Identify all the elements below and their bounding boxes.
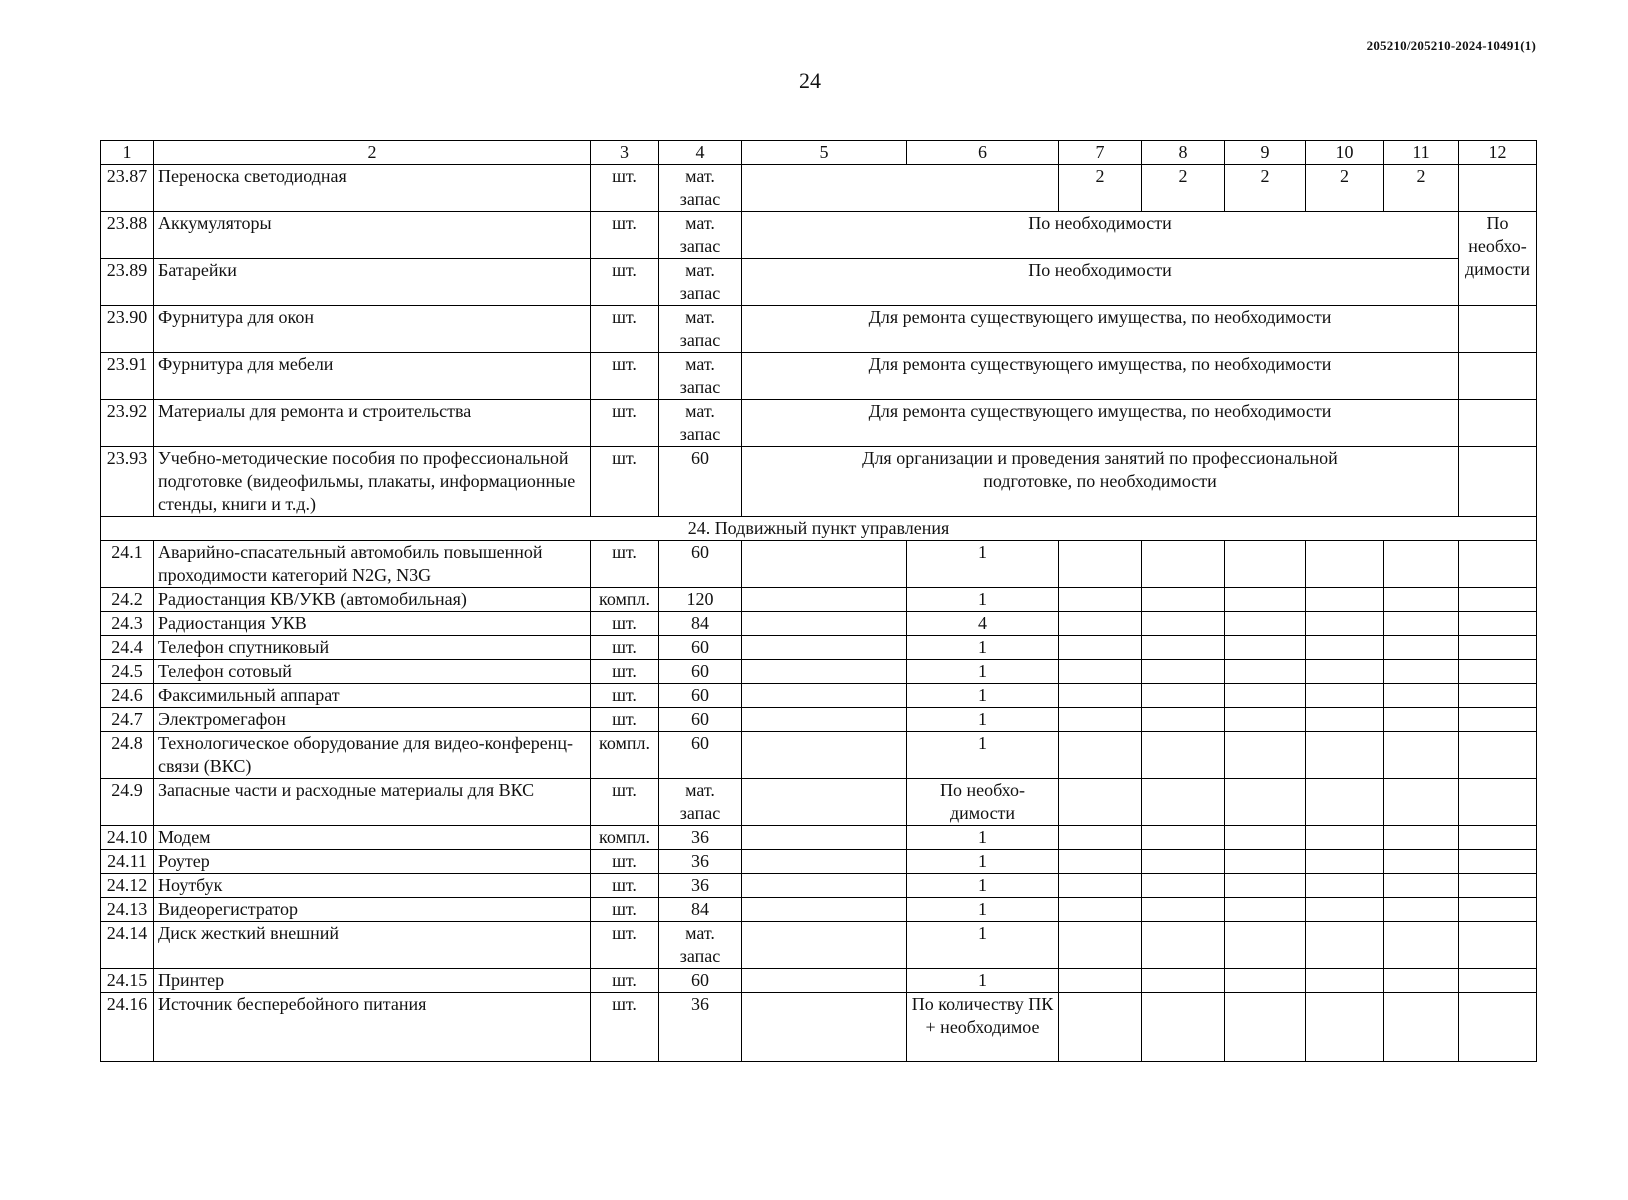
item-name: Переноска светодиодная [154, 165, 591, 212]
qty-col6: 1 [907, 636, 1059, 660]
table-row [101, 212, 1537, 259]
empty-cell [1059, 826, 1142, 850]
empty-cell [1059, 874, 1142, 898]
row-number: 24.8 [101, 732, 154, 779]
empty-cell [1459, 993, 1537, 1062]
empty-cell [1142, 541, 1225, 588]
qty-col6: 1 [907, 969, 1059, 993]
empty-cell [1225, 850, 1306, 874]
empty-cell [742, 636, 907, 660]
empty-cell [1142, 826, 1225, 850]
row-number: 24.1 [101, 541, 154, 588]
item-unit: компл. [591, 732, 659, 779]
empty-cell [1384, 969, 1459, 993]
item-unit: шт. [591, 212, 659, 259]
empty-cell [1059, 850, 1142, 874]
empty-cell [1142, 660, 1225, 684]
empty-cell [1384, 612, 1459, 636]
item-name: Принтер [154, 969, 591, 993]
empty-cell [742, 732, 907, 779]
empty-cell [1306, 541, 1384, 588]
item-term: 36 [659, 874, 742, 898]
empty-cell [1459, 684, 1537, 708]
table-row [101, 447, 1537, 517]
item-unit: шт. [591, 636, 659, 660]
item-name: Аккумуляторы [154, 212, 591, 259]
empty-cell [1384, 588, 1459, 612]
row-number: 24.16 [101, 993, 154, 1062]
empty-cell [1306, 708, 1384, 732]
empty-cell [1459, 636, 1537, 660]
table-row [101, 400, 1537, 447]
qty-col10: 2 [1306, 165, 1384, 212]
empty-cell [1059, 898, 1142, 922]
empty-cell [1142, 779, 1225, 826]
merged-note: Для ремонта существующего имущества, по необходимости [742, 306, 1459, 353]
row-number: 23.90 [101, 306, 154, 353]
empty-cell [1059, 660, 1142, 684]
empty-cell [1059, 612, 1142, 636]
empty-cell [1459, 708, 1537, 732]
empty-cell [1306, 969, 1384, 993]
item-term: мат. запас [659, 165, 742, 212]
item-term: мат. запас [659, 353, 742, 400]
item-name: Запасные части и расходные материалы для ВКС [154, 779, 591, 826]
row-number: 24.14 [101, 922, 154, 969]
row-number: 24.12 [101, 874, 154, 898]
row-number: 24.4 [101, 636, 154, 660]
item-unit: шт. [591, 922, 659, 969]
table-row [101, 259, 1537, 306]
item-name: Технологическое оборудование для видео-конференц-связи (ВКС) [154, 732, 591, 779]
empty-cell [1306, 779, 1384, 826]
item-unit: шт. [591, 165, 659, 212]
col-number: 3 [591, 141, 659, 165]
item-unit: шт. [591, 400, 659, 447]
item-term: мат. запас [659, 400, 742, 447]
qty-col9: 2 [1225, 165, 1306, 212]
item-name: Фурнитура для окон [154, 306, 591, 353]
empty-cell [1459, 850, 1537, 874]
empty-cell [742, 898, 907, 922]
table-row [101, 732, 1537, 779]
item-unit: шт. [591, 898, 659, 922]
empty-cell [1142, 922, 1225, 969]
row-number: 24.11 [101, 850, 154, 874]
item-term: 60 [659, 732, 742, 779]
item-unit: шт. [591, 306, 659, 353]
item-unit: компл. [591, 588, 659, 612]
empty-cell [1142, 636, 1225, 660]
table-row [101, 993, 1537, 1062]
empty-cell [1384, 850, 1459, 874]
empty-cell [1459, 400, 1537, 447]
empty-cell [1059, 969, 1142, 993]
item-term: 60 [659, 684, 742, 708]
table-row [101, 874, 1537, 898]
item-name: Модем [154, 826, 591, 850]
empty-cell [742, 874, 907, 898]
row-number: 23.88 [101, 212, 154, 259]
item-unit: шт. [591, 874, 659, 898]
col-number: 10 [1306, 141, 1384, 165]
empty-cell [1225, 969, 1306, 993]
table-row [101, 826, 1537, 850]
item-term: 60 [659, 541, 742, 588]
row-number: 24.15 [101, 969, 154, 993]
qty-col6: 1 [907, 732, 1059, 779]
qty-col6: По необхо-димости [907, 779, 1059, 826]
merged-note: Для ремонта существующего имущества, по необходимости [742, 400, 1459, 447]
item-name: Фурнитура для мебели [154, 353, 591, 400]
empty-cell [1384, 732, 1459, 779]
empty-cell [742, 850, 907, 874]
qty-col6: 1 [907, 850, 1059, 874]
empty-cell [1225, 612, 1306, 636]
empty-cell [1384, 826, 1459, 850]
qty-col6: 1 [907, 588, 1059, 612]
item-unit: шт. [591, 353, 659, 400]
empty-cell [1059, 779, 1142, 826]
row-number: 24.10 [101, 826, 154, 850]
empty-cell [1306, 588, 1384, 612]
empty-cell [742, 588, 907, 612]
empty-cell [1459, 306, 1537, 353]
table-row [101, 306, 1537, 353]
empty-cell [1306, 636, 1384, 660]
qty-col6: 1 [907, 541, 1059, 588]
empty-cell [1225, 541, 1306, 588]
col-number: 8 [1142, 141, 1225, 165]
empty-cell [1384, 660, 1459, 684]
empty-cell [1459, 922, 1537, 969]
empty-cell [1225, 898, 1306, 922]
merged-note: По необходимости [742, 259, 1459, 306]
empty-cell [1306, 612, 1384, 636]
item-term: 84 [659, 898, 742, 922]
item-unit: шт. [591, 993, 659, 1062]
empty-cell [1059, 993, 1142, 1062]
table-row [101, 708, 1537, 732]
empty-cell [1225, 826, 1306, 850]
empty-cell [1225, 732, 1306, 779]
item-term: 36 [659, 826, 742, 850]
empty-cell [1225, 922, 1306, 969]
item-name: Источник бесперебойного питания [154, 993, 591, 1062]
table-row [101, 969, 1537, 993]
qty-col8: 2 [1142, 165, 1225, 212]
empty-cell [1225, 684, 1306, 708]
item-unit: шт. [591, 660, 659, 684]
empty-cell [1384, 922, 1459, 969]
item-unit: шт. [591, 612, 659, 636]
empty-cell [1142, 874, 1225, 898]
item-unit: шт. [591, 779, 659, 826]
empty-cell [1459, 826, 1537, 850]
item-term: мат. запас [659, 922, 742, 969]
table-row [101, 588, 1537, 612]
empty-cell [1142, 708, 1225, 732]
row-number: 24.2 [101, 588, 154, 612]
empty-cell [1059, 684, 1142, 708]
empty-cell [1059, 636, 1142, 660]
item-term: 36 [659, 993, 742, 1062]
empty-cell [742, 969, 907, 993]
table-row [101, 660, 1537, 684]
item-name: Материалы для ремонта и строительства [154, 400, 591, 447]
empty-cell [1384, 541, 1459, 588]
table-row [101, 850, 1537, 874]
item-name: Телефон сотовый [154, 660, 591, 684]
empty-cell [1306, 732, 1384, 779]
item-term: 60 [659, 636, 742, 660]
col-number: 12 [1459, 141, 1537, 165]
item-name: Видеорегистратор [154, 898, 591, 922]
empty-cell [1384, 993, 1459, 1062]
empty-cell [1225, 636, 1306, 660]
empty-cell [1459, 732, 1537, 779]
item-name: Электромегафон [154, 708, 591, 732]
merged-note: Для ремонта существующего имущества, по необходимости [742, 353, 1459, 400]
empty-cell [1459, 612, 1537, 636]
item-name: Роутер [154, 850, 591, 874]
empty-cell [1459, 447, 1537, 517]
item-name: Радиостанция КВ/УКВ (автомобильная) [154, 588, 591, 612]
empty-cell [1142, 850, 1225, 874]
empty-cell [1306, 660, 1384, 684]
table-row [101, 684, 1537, 708]
empty-cell [1142, 684, 1225, 708]
column-number-row [101, 141, 1537, 165]
empty-cell [1225, 874, 1306, 898]
document-id: 205210/205210-2024-10491(1) [1366, 38, 1536, 53]
item-unit: шт. [591, 447, 659, 517]
empty-cell [742, 708, 907, 732]
supply-table [100, 140, 1537, 1062]
col-number: 2 [154, 141, 591, 165]
empty-cell [1142, 898, 1225, 922]
table-row [101, 165, 1537, 212]
row-number: 24.5 [101, 660, 154, 684]
qty-col6: 1 [907, 898, 1059, 922]
empty-cell [1306, 826, 1384, 850]
item-name: Ноутбук [154, 874, 591, 898]
row-number: 24.3 [101, 612, 154, 636]
empty-cell [1459, 874, 1537, 898]
empty-cell [742, 826, 907, 850]
empty-cell [1059, 708, 1142, 732]
row-number: 24.9 [101, 779, 154, 826]
table-row [101, 636, 1537, 660]
merged-note: По необходимости [742, 212, 1459, 259]
section-title-row [101, 517, 1537, 541]
row-number: 23.93 [101, 447, 154, 517]
empty-cell [1142, 732, 1225, 779]
empty-cell [1306, 993, 1384, 1062]
qty-col11: 2 [1384, 165, 1459, 212]
empty-cell [1225, 779, 1306, 826]
item-unit: шт. [591, 541, 659, 588]
empty-cell [1459, 969, 1537, 993]
empty-cell [742, 922, 907, 969]
empty-cell [1142, 588, 1225, 612]
item-name: Учебно-методические пособия по профессиональной подготовке (видеофильмы, плакаты, информационные стенды, книги и т.д.) [154, 447, 591, 517]
item-term: 120 [659, 588, 742, 612]
empty-cell [1384, 874, 1459, 898]
qty-col7: 2 [1059, 165, 1142, 212]
row-number: 24.7 [101, 708, 154, 732]
col-number: 7 [1059, 141, 1142, 165]
item-name: Батарейки [154, 259, 591, 306]
qty-col6: 1 [907, 826, 1059, 850]
item-term: мат. запас [659, 306, 742, 353]
item-term: 60 [659, 969, 742, 993]
item-name: Телефон спутниковый [154, 636, 591, 660]
empty-cell [1306, 874, 1384, 898]
table-row [101, 612, 1537, 636]
empty-cell [1384, 708, 1459, 732]
row-number: 23.89 [101, 259, 154, 306]
item-name: Диск жесткий внешний [154, 922, 591, 969]
item-unit: шт. [591, 969, 659, 993]
item-term: мат. запас [659, 212, 742, 259]
table-row [101, 779, 1537, 826]
section-24-rows [101, 541, 1537, 1062]
empty-cell [1384, 898, 1459, 922]
item-term: 84 [659, 612, 742, 636]
qty-col6: По количеству ПК + необходимое [907, 993, 1059, 1062]
empty-cell [1459, 353, 1537, 400]
merged-note: Для организации и проведения занятий по профессиональной подготовке, по необходимости [742, 447, 1459, 517]
empty-cell [1306, 684, 1384, 708]
item-name: Радиостанция УКВ [154, 612, 591, 636]
qty-col6: 1 [907, 684, 1059, 708]
row-number: 23.92 [101, 400, 154, 447]
col-number: 5 [742, 141, 907, 165]
empty-cell [1384, 636, 1459, 660]
table-row [101, 541, 1537, 588]
qty-col6: 1 [907, 708, 1059, 732]
item-term: мат. запас [659, 779, 742, 826]
item-term: 60 [659, 447, 742, 517]
item-term: 36 [659, 850, 742, 874]
item-unit: шт. [591, 708, 659, 732]
empty-cell [1225, 993, 1306, 1062]
qty-col6: 1 [907, 874, 1059, 898]
empty-cell [742, 779, 907, 826]
empty-cell [1142, 969, 1225, 993]
item-term: 60 [659, 660, 742, 684]
col-number: 4 [659, 141, 742, 165]
empty-cell [1459, 541, 1537, 588]
item-unit: шт. [591, 259, 659, 306]
col-number: 9 [1225, 141, 1306, 165]
empty-cell [742, 684, 907, 708]
table-row [101, 898, 1537, 922]
empty-cell [1384, 684, 1459, 708]
empty-cell [1306, 850, 1384, 874]
item-term: мат. запас [659, 259, 742, 306]
empty-cell [1459, 588, 1537, 612]
item-unit: шт. [591, 850, 659, 874]
col-number: 6 [907, 141, 1059, 165]
item-name: Аварийно-спасательный автомобиль повышенной проходимости категорий N2G, N3G [154, 541, 591, 588]
table-row [101, 922, 1537, 969]
empty-cell [742, 660, 907, 684]
qty-col6: 1 [907, 660, 1059, 684]
empty-cell [1459, 779, 1537, 826]
row-number: 24.6 [101, 684, 154, 708]
empty-cell [1142, 612, 1225, 636]
empty-cell [1225, 660, 1306, 684]
section-title: 24. Подвижный пункт управления [101, 517, 1537, 541]
item-unit: компл. [591, 826, 659, 850]
empty-cell [1225, 588, 1306, 612]
empty-cell [742, 541, 907, 588]
empty-cell [1384, 779, 1459, 826]
page-number: 24 [799, 68, 821, 93]
empty-cell [1059, 588, 1142, 612]
col-number: 11 [1384, 141, 1459, 165]
empty-cell [1142, 993, 1225, 1062]
item-name: Факсимильный аппарат [154, 684, 591, 708]
qty-col6: 4 [907, 612, 1059, 636]
empty-cell [1306, 922, 1384, 969]
item-unit: шт. [591, 684, 659, 708]
qty-col6: 1 [907, 922, 1059, 969]
col-number: 1 [101, 141, 154, 165]
item-term: 60 [659, 708, 742, 732]
empty-cell [742, 612, 907, 636]
row-number: 23.87 [101, 165, 154, 212]
col12-note: По необхо-димости [1459, 212, 1537, 306]
empty-cell [1459, 660, 1537, 684]
empty-cell [1059, 922, 1142, 969]
empty-cell [742, 165, 1059, 212]
empty-cell [1225, 708, 1306, 732]
empty-cell [1459, 165, 1537, 212]
table-row [101, 353, 1537, 400]
row-number: 24.13 [101, 898, 154, 922]
row-number: 23.91 [101, 353, 154, 400]
empty-cell [1059, 541, 1142, 588]
empty-cell [1459, 898, 1537, 922]
empty-cell [1306, 898, 1384, 922]
empty-cell [1059, 732, 1142, 779]
empty-cell [742, 993, 907, 1062]
